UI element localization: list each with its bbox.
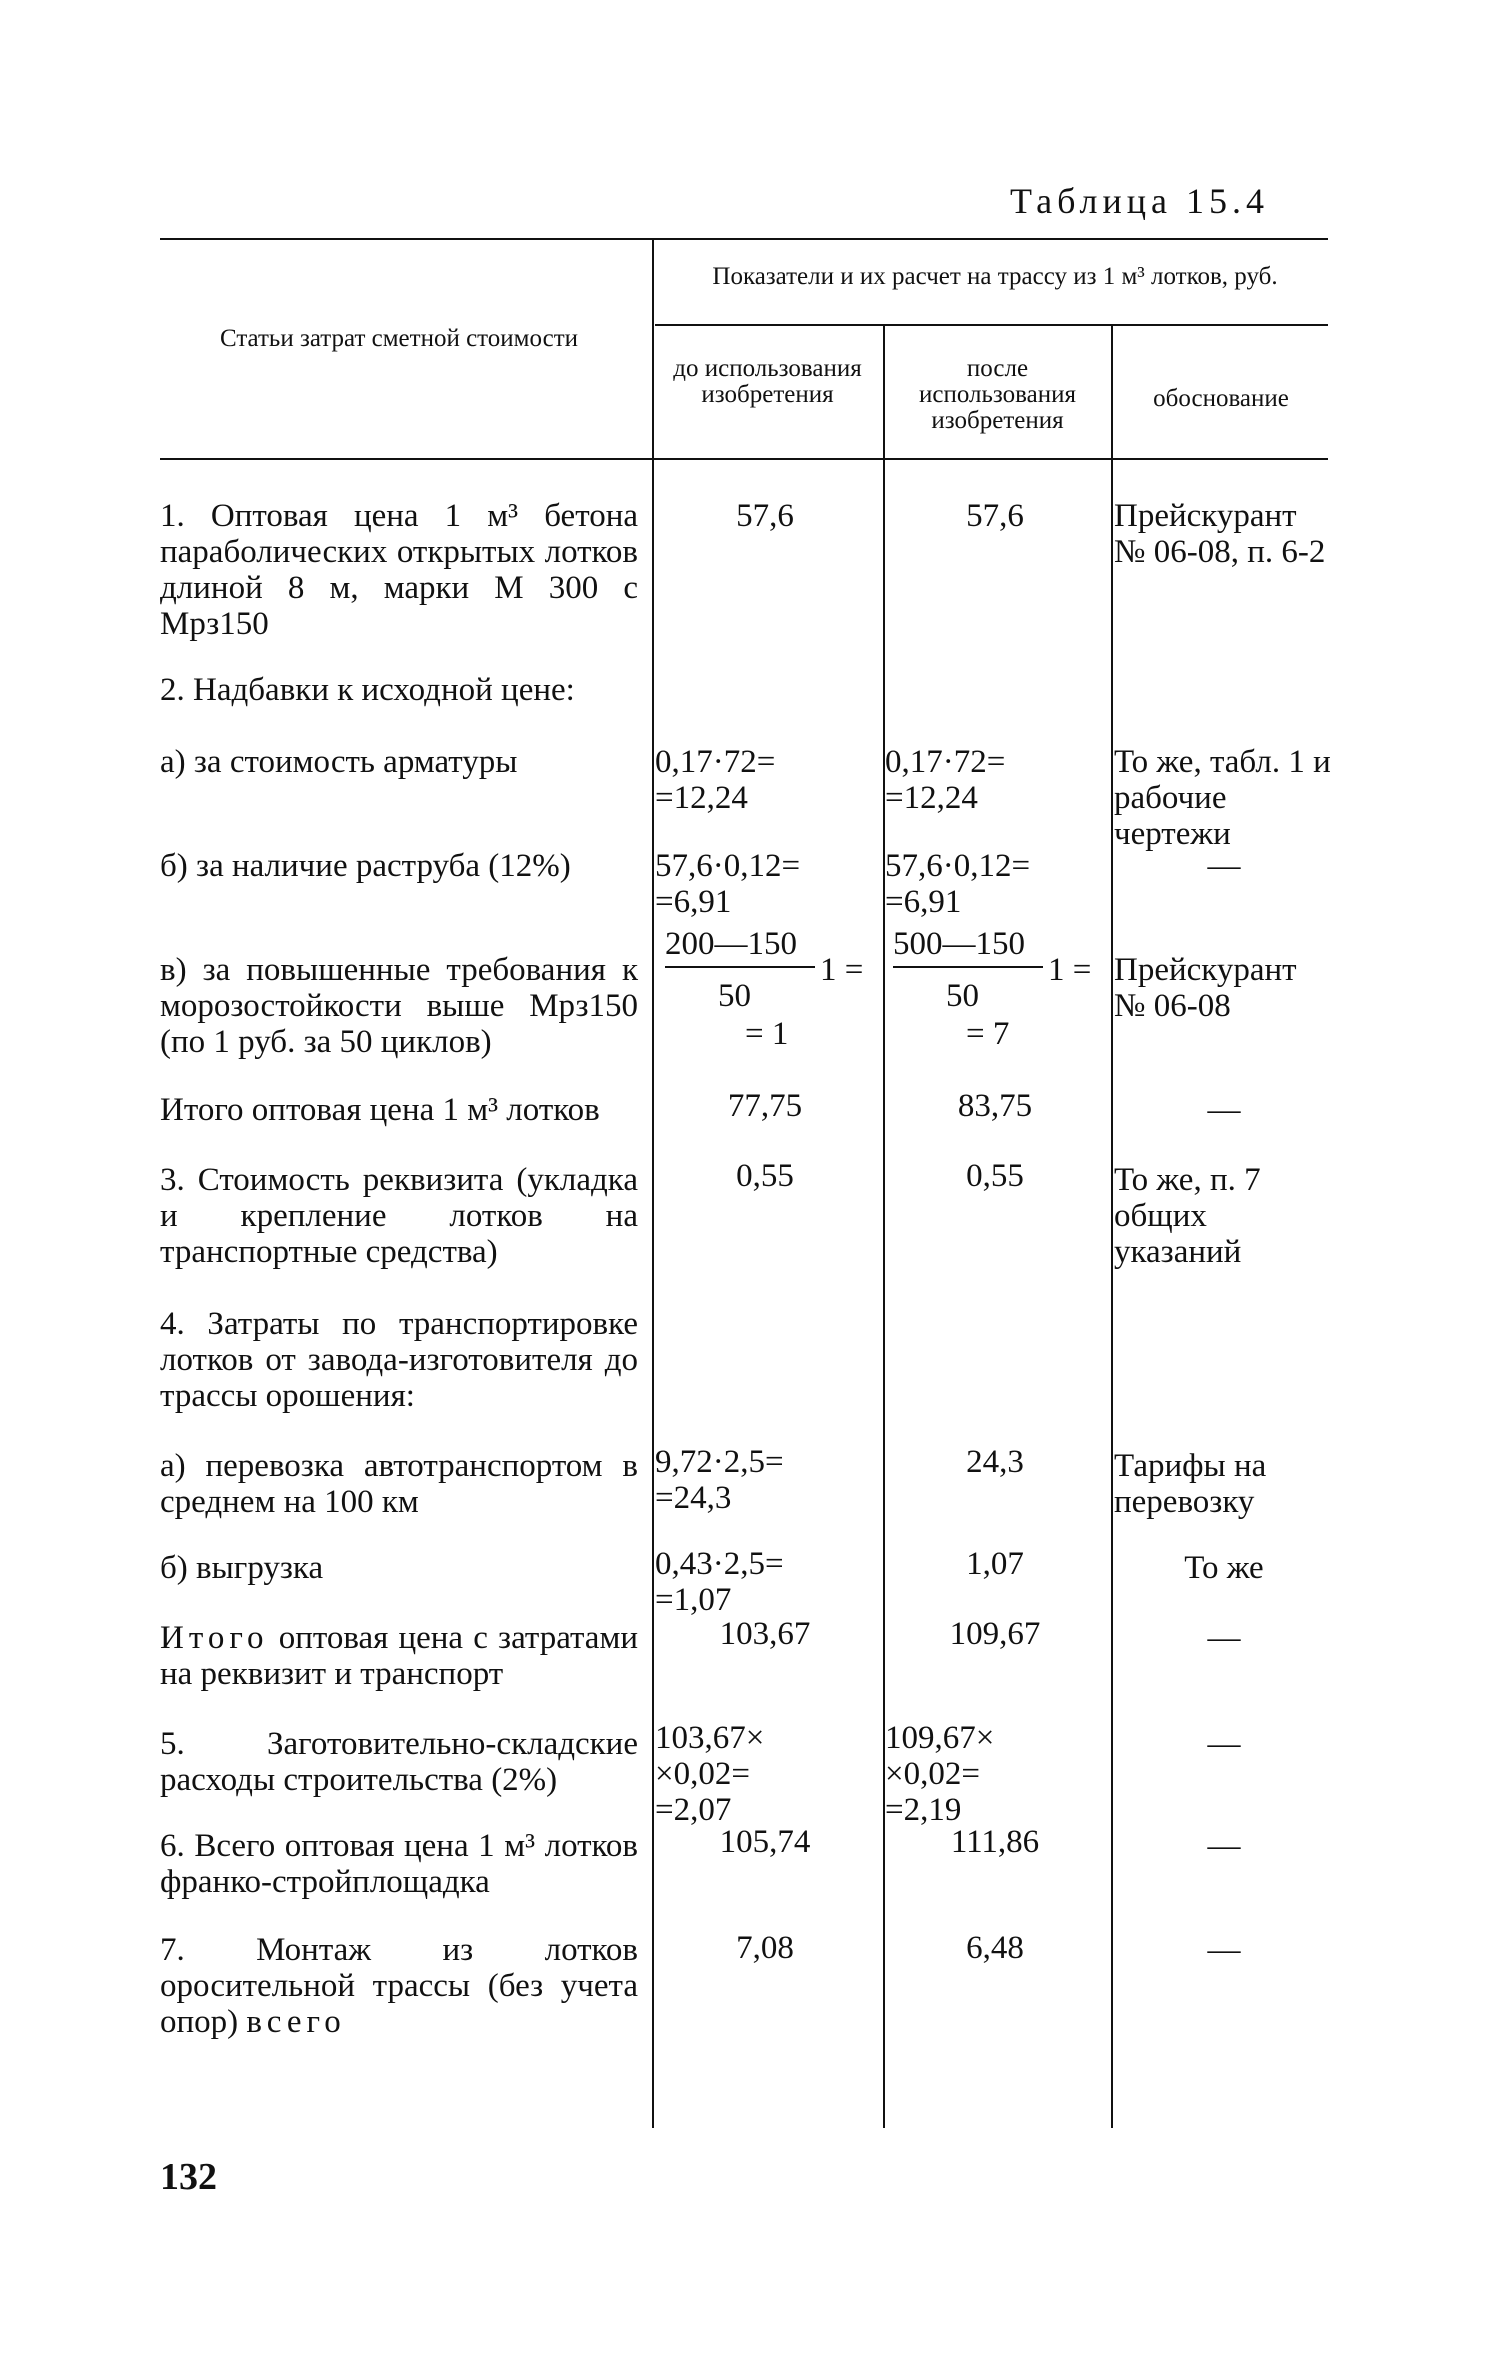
row-4b-basis: То же — [1184, 1550, 1264, 1586]
row-1-after: 57,6 — [966, 498, 1024, 534]
row-5-before-line2: ×0,02= — [655, 1756, 750, 1792]
header-group-rule — [655, 324, 1328, 326]
row-3-after: 0,55 — [966, 1158, 1024, 1194]
row-1-label: 1. Оптовая цена 1 м³ бетона параболических открытых лотков длиной 8 м, марки М 300 с Мрз150 — [160, 498, 638, 642]
row-2a-after-line2: =12,24 — [885, 780, 978, 816]
row-4a-before-line2: =24,3 — [655, 1480, 732, 1516]
row-4a-basis: Тарифы на перевозку — [1114, 1448, 1267, 1520]
row-5-after-line2: ×0,02= — [885, 1756, 980, 1792]
total-1-before: 77,75 — [727, 1088, 803, 1124]
row-2c-after-numerator: 500—150 — [893, 926, 1025, 962]
row-4a-label: а) перевозка автотранспортом в среднем на 100 км — [160, 1448, 638, 1520]
row-7-label-spaced: всего — [246, 2004, 346, 2040]
row-2a-label: а) за стоимость арматуры — [160, 744, 518, 780]
total-2-label — [160, 1620, 638, 1692]
row-2c-after-fraction-bar — [893, 966, 1043, 968]
header-after: после использования изобретения — [919, 355, 1076, 434]
row-2-label: 2. Надбавки к исходной цене: — [160, 672, 575, 708]
row-4b-before-line2: =1,07 — [655, 1582, 732, 1618]
row-2c-after-result: = 7 — [966, 1016, 1010, 1052]
row-3-before: 0,55 — [736, 1158, 794, 1194]
row-2b-label: б) за наличие раструба (12%) — [160, 848, 571, 884]
header-bottom-rule — [160, 458, 1328, 460]
total-1-label: Итого оптовая цена 1 м³ лотков — [160, 1092, 600, 1128]
row-2c-before-result: = 1 — [745, 1016, 789, 1052]
row-2b-before-line1: 57,6·0,12= — [655, 848, 801, 884]
row-4-label: 4. Затраты по транспортировке лотков от завода-изготовителя до трассы орошения: — [160, 1306, 638, 1414]
row-2a-basis: То же, табл. 1 и рабочие чертежи — [1114, 744, 1331, 852]
row-6-basis: — — [1207, 1828, 1241, 1864]
total-1-basis: — — [1207, 1092, 1241, 1128]
column-divider-3 — [1111, 326, 1113, 2128]
row-2b-after-line2: =6,91 — [885, 884, 962, 920]
header-articles: Статьи затрат сметной стоимости — [219, 325, 579, 352]
row-5-label: 5. Заготовительно-складские расходы строительства (2%) — [160, 1726, 638, 1798]
row-5-before-line3: =2,07 — [655, 1792, 732, 1828]
header-group: Показатели и их расчет на трассу из 1 м³ лотков, руб. — [712, 263, 1278, 290]
table-caption: Таблица 15.4 — [1010, 181, 1269, 221]
row-5-after-line3: =2,19 — [885, 1792, 962, 1828]
row-2b-basis: — — [1207, 848, 1241, 884]
total-2-basis: — — [1207, 1620, 1241, 1656]
total-2-after: 109,67 — [949, 1616, 1041, 1652]
row-2c-before-numerator: 200—150 — [665, 926, 797, 962]
row-2a-after-line1: 0,17·72= — [885, 744, 1006, 780]
row-3-label: 3. Стоимость реквизита (укладка и крепление лотков на транспортные средства) — [160, 1162, 638, 1270]
row-7-before: 7,08 — [736, 1930, 794, 1966]
row-6-label: 6. Всего оптовая цена 1 м³ лотков франко-стройплощадка — [160, 1828, 638, 1900]
total-2-label-text: оптовая цена с затратами на реквизит и транспорт — [160, 1620, 638, 1692]
row-4b-label: б) выгрузка — [160, 1550, 324, 1586]
row-7-label-text: 7. Монтаж из лотков оросительной трассы (без учета опор) — [160, 1932, 638, 2040]
page-number: 132 — [160, 2156, 217, 2198]
row-5-after-line1: 109,67× — [885, 1720, 995, 1756]
row-2c-basis: Прейскурант № 06-08 — [1114, 952, 1297, 1024]
row-6-before: 105,74 — [719, 1824, 811, 1860]
row-1-before: 57,6 — [736, 498, 794, 534]
header-basis: обоснование — [1153, 385, 1289, 412]
row-1-basis: Прейскурант № 06-08, п. 6-2 — [1114, 498, 1326, 570]
table-top-rule — [160, 238, 1328, 240]
row-4a-after: 24,3 — [966, 1444, 1024, 1480]
row-5-before-line1: 103,67× — [655, 1720, 765, 1756]
row-7-label — [160, 1932, 638, 2040]
row-2c-label: в) за повышенные требования к морозостойкости выше Мрз150 (по 1 руб. за 50 циклов) — [160, 952, 638, 1060]
total-2-label-spaced: Итого — [160, 1620, 269, 1656]
row-2c-before-tail: 1 = — [820, 952, 864, 988]
row-2c-before-fraction-bar — [665, 966, 815, 968]
total-2-before: 103,67 — [719, 1616, 811, 1652]
row-2b-before-line2: =6,91 — [655, 884, 732, 920]
row-3-basis: То же, п. 7 общих указаний — [1114, 1162, 1261, 1270]
row-4b-before-line1: 0,43·2,5= — [655, 1546, 784, 1582]
row-2a-before-line1: 0,17·72= — [655, 744, 776, 780]
row-4b-after: 1,07 — [966, 1546, 1024, 1582]
row-7-after: 6,48 — [966, 1930, 1024, 1966]
row-5-basis: — — [1207, 1726, 1241, 1762]
row-2c-after-tail: 1 = — [1048, 952, 1092, 988]
column-divider-1 — [652, 240, 654, 2128]
row-2a-before-line2: =12,24 — [655, 780, 748, 816]
header-before: до использования изобретения — [673, 355, 862, 408]
total-1-after: 83,75 — [957, 1088, 1033, 1124]
row-2c-before-denominator: 50 — [718, 978, 751, 1014]
row-4a-before-line1: 9,72·2,5= — [655, 1444, 784, 1480]
row-6-after: 111,86 — [950, 1824, 1040, 1860]
row-2c-after-denominator: 50 — [946, 978, 979, 1014]
row-7-basis: — — [1207, 1932, 1241, 1968]
row-2b-after-line1: 57,6·0,12= — [885, 848, 1031, 884]
